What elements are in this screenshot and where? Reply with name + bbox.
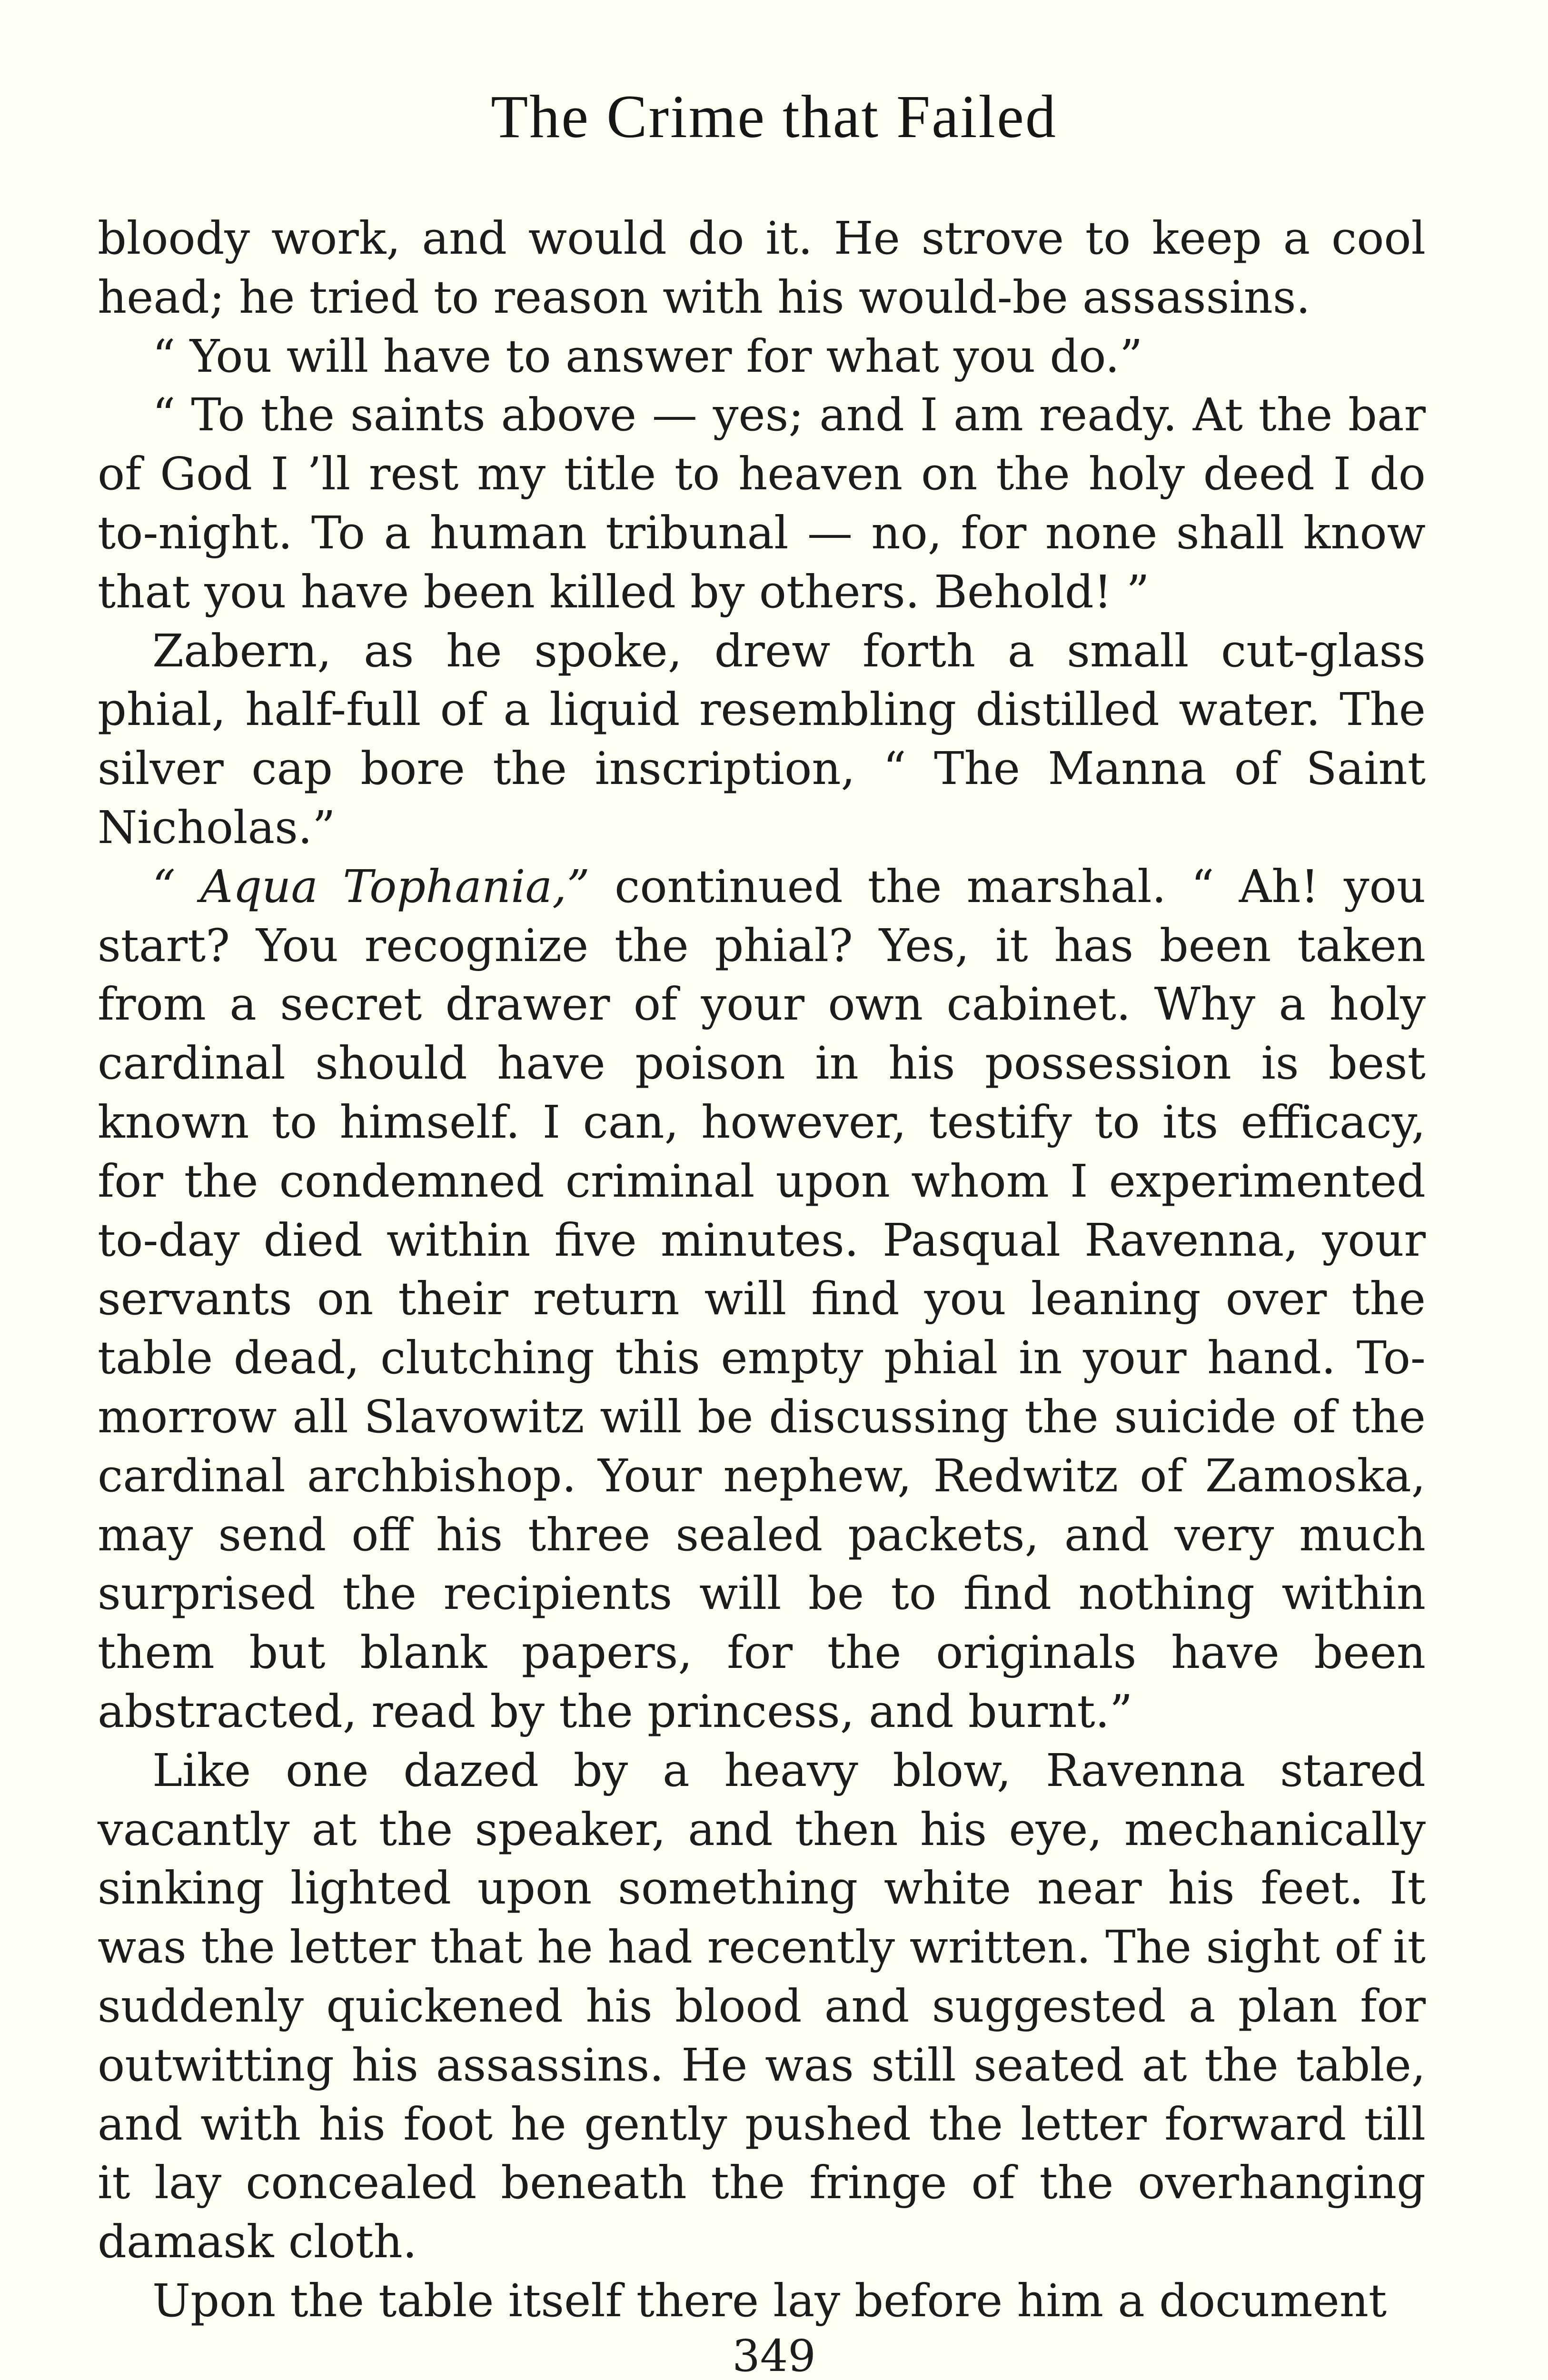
paragraph-text: “ You will have to answer for what you do.”	[152, 330, 1143, 383]
paragraph	[98, 386, 1426, 622]
paragraph-text: bloody work, and would do it. He strove to keep a cool head; he tried to reason with his would-be assassins.	[98, 212, 1426, 324]
paragraph-text: Like one dazed by a heavy blow, Ravenna stared vacantly at the speaker, and then his eye, mechanically sinking lighted upon something white near his feet. It was the letter that he had recently written. The sight of it suddenly quickened his blood and suggested a plan for outwitting his assassins. He was still seated at the table, and with his foot he gently pushed the letter forward till it lay concealed beneath the fringe of the overhanging damask cloth.	[98, 1744, 1426, 2269]
paragraph	[98, 209, 1426, 327]
page-number: 349	[732, 2330, 816, 2380]
paragraph-text: continued the marshal. “ Ah! you start? You recognize the phial? Yes, it has been taken from a secret drawer of your own cabinet. Why a holy cardinal should have poison in his possession is best known to himself. I can, however, testify to its efficacy, for the condemned criminal upon whom I experimented to-day died within five minutes. Pasqual Ravenna, your servants on their return will find you leaning over the table dead, clutching this empty phial in your hand. To-morrow all Slavowitz will be discussing the suicide of the cardinal archbishop. Your nephew, Redwitz of Zamoska, may send off his three sealed packets, and very much surprised the recipients will be to find nothing within them but blank papers, for the originals have been abstracted, read by the princess, and burnt.”	[98, 860, 1426, 1738]
paragraph-text: Zabern, as he spoke, drew forth a small cut-glass phial, half-full of a liquid resembling distilled water. The silver cap bore the inscription, “ The Manna of Saint Nicholas.”	[98, 625, 1426, 854]
running-title: The Crime that Failed	[491, 83, 1057, 150]
paragraph-text: Upon the table itself there lay before him a document	[152, 2274, 1387, 2327]
body-text	[98, 209, 1426, 2331]
paragraph	[98, 858, 1426, 1742]
italic-text: “ Aqua Tophania,”	[152, 860, 590, 913]
paragraph	[98, 1742, 1426, 2272]
paragraph-text: “ To the saints above — yes; and I am ready. At the bar of God I ’ll rest my title to heaven on the holy deed I do to-night. To a human tribunal — no, for none shall know that you have been killed by others. Behold! ”	[98, 389, 1426, 618]
paragraph	[98, 622, 1426, 858]
paragraph	[98, 2272, 1426, 2331]
paragraph	[98, 327, 1426, 387]
